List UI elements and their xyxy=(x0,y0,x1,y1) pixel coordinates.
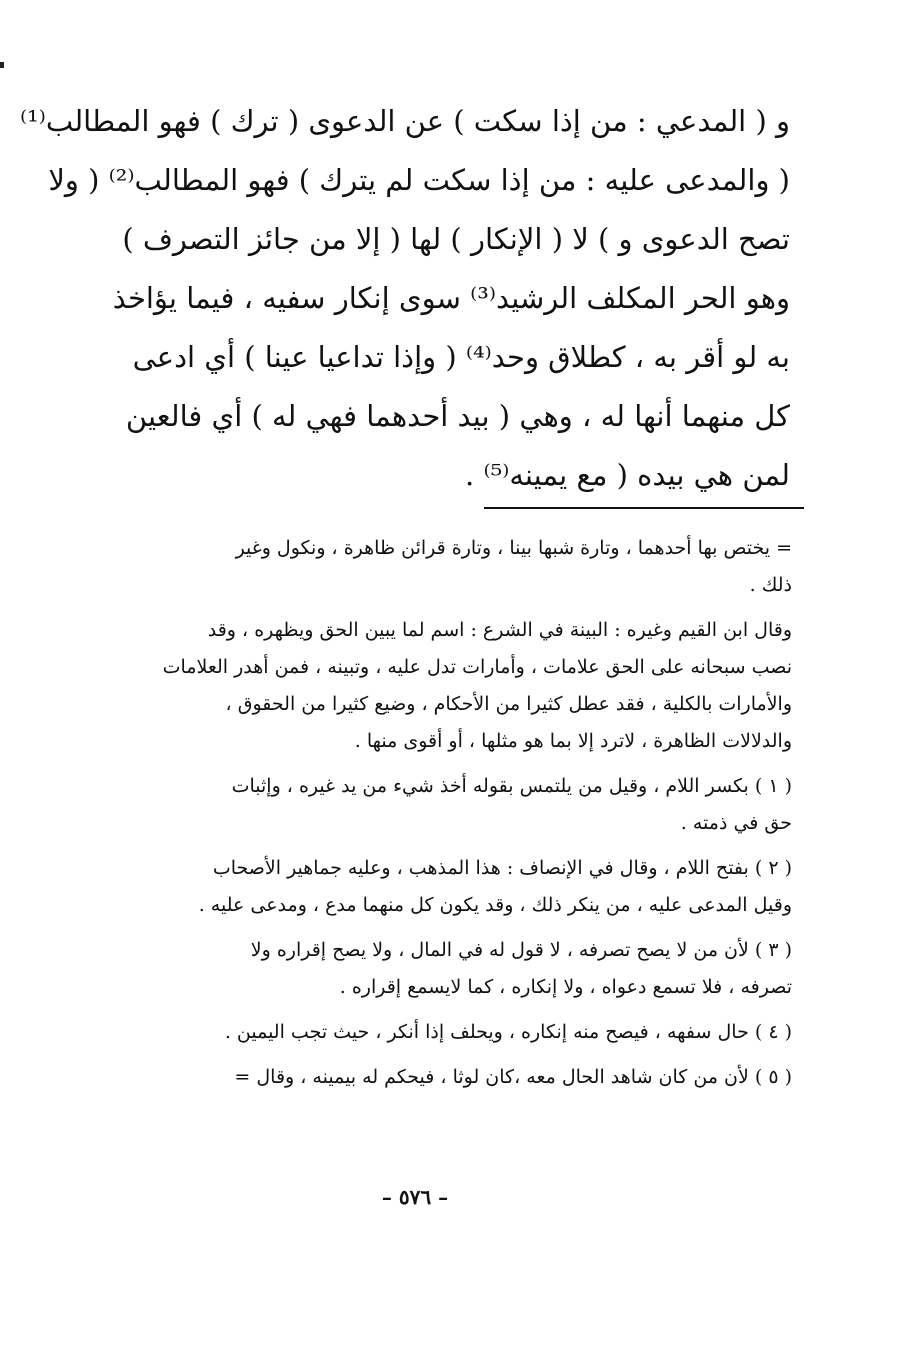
footnote-line: ( ١ ) بكسر اللام ، وقيل من يلتمس بقوله أخذ شيء من يد غيره ، وإثبات xyxy=(231,775,792,797)
footnote-line: وقيل المدعى عليه ، من ينكر ذلك ، وقد يكون كل منهما مدع ، ومدعى عليه . xyxy=(198,894,792,916)
footnotes-block xyxy=(64,530,792,1104)
main-text-line: و ( المدعي : من إذا سكت ) عن الدعوى ( ترك ) فهو المطالب⁽¹⁾ xyxy=(19,104,790,138)
footnote-continuation xyxy=(64,530,792,604)
scan-mark xyxy=(0,62,4,68)
footnote-3 xyxy=(64,932,792,1006)
footnote-line: ( ٢ ) بفتح اللام ، وقال في الإنصاف : هذا المذهب ، وعليه جماهير الأصحاب xyxy=(212,857,792,879)
footnote-line: وقال ابن القيم وغيره : البينة في الشرع : اسم لما يبين الحق ويظهره ، وقد xyxy=(207,619,792,641)
footnote-line: والدلالات الظاهرة ، لاترد إلا بما هو مثلها ، أو أقوى منها . xyxy=(354,730,792,752)
footnote-2 xyxy=(64,850,792,924)
main-text-line: كل منهما أنها له ، وهي ( بيد أحدهما فهي له ) أي فالعين xyxy=(125,399,790,433)
footnote-line: ( ٤ ) حال سفهه ، فيصح منه إنكاره ، ويحلف إذا أنكر ، حيث تجب اليمين . xyxy=(224,1021,792,1043)
footnote-1 xyxy=(64,768,792,842)
page-number: – ٥٧٦ – xyxy=(381,1185,449,1209)
main-text-line: به لو أقر به ، كطلاق وحد⁽⁴⁾ ( وإذا تداعيا عينا ) أي ادعى xyxy=(132,340,790,374)
footnote-line: ( ٥ ) لأن من كان شاهد الحال معه ،كان لوثا ، فيحكم له بيمينه ، وقال = xyxy=(234,1066,792,1088)
footnote-line: ( ٣ ) لأن من لا يصح تصرفه ، لا قول له في المال ، ولا يصح إقراره ولا xyxy=(250,939,792,961)
footnote-4 xyxy=(64,1014,792,1051)
footnote-line: ذلك . xyxy=(749,574,792,596)
footnote-5 xyxy=(64,1059,792,1096)
footnote-line: والأمارات بالكلية ، فقد عطل كثيرا من الأحكام ، وضيع كثيرا من الحقوق ، xyxy=(225,693,792,715)
main-text-line: لمن هي بيده ( مع يمينه⁽⁵⁾ . xyxy=(465,458,790,492)
main-text-line: تصح الدعوى و ) لا ( الإنكار ) لها ( إلا من جائز التصرف ) xyxy=(122,222,790,256)
footnote-line: حق في ذمته . xyxy=(680,812,792,834)
footnote-line: تصرفه ، فلا تسمع دعواه ، ولا إنكاره ، كما لايسمع إقراره . xyxy=(339,976,792,998)
footnote-line: نصب سبحانه على الحق علامات ، وأمارات تدل عليه ، وتبينه ، فمن أهدر العلامات xyxy=(162,656,792,678)
footnote-ibn-qayyim xyxy=(64,612,792,760)
main-text-line: وهو الحر المكلف الرشيد⁽³⁾ سوى إنكار سفيه ، فيما يؤاخذ xyxy=(112,281,790,315)
main-text-block xyxy=(19,92,790,505)
footnote-line: = يختص بها أحدهما ، وتارة شبها بينا ، وتارة قرائن ظاهرة ، ونكول وغير xyxy=(235,537,792,559)
footnote-divider xyxy=(484,507,804,509)
main-text-line: ( والمدعى عليه : من إذا سكت لم يترك ) فهو المطالب⁽²⁾ ( ولا xyxy=(48,163,790,197)
